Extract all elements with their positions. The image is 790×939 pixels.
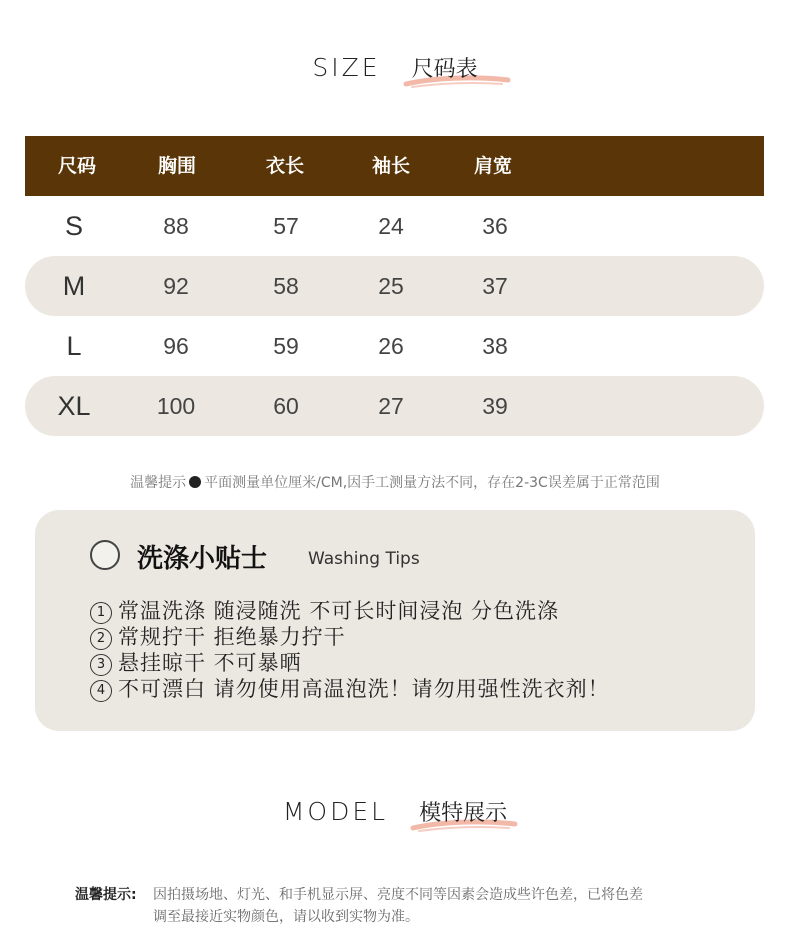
cell-chest: 92 (163, 273, 189, 299)
bottom-note-line2: 调至最接近实物颜色，请以收到实物为准。 (153, 909, 419, 925)
cell-chest: 100 (156, 393, 196, 419)
cell-length: 58 (273, 273, 299, 299)
cell-shoulder: 36 (482, 213, 508, 239)
header-size: 尺码 (57, 155, 96, 177)
header-chest: 胸围 (157, 155, 196, 177)
cell-sleeve: 26 (378, 333, 404, 359)
cell-chest: 96 (163, 333, 189, 359)
tip-text: 不可漂白 请勿使用高温泡洗！请勿用强性洗衣剂！ (118, 677, 610, 701)
model-title-en: MODEL (282, 797, 389, 826)
tip-text: 常温洗涤 随浸随洗 不可长时间浸泡 分色洗涤 (118, 599, 560, 623)
note-text: 平面测量单位厘米/CM,因手工测量方法不同，存在2-3C误差属于正常范围 (204, 475, 660, 491)
cell-shoulder: 38 (482, 333, 508, 359)
circled-number: 3 (90, 654, 112, 676)
header-length: 衣长 (265, 155, 304, 177)
cell-size: L (66, 331, 82, 361)
cell-sleeve: 25 (378, 273, 404, 299)
size-title-cn: 尺码表 (411, 57, 478, 82)
washing-title-cn: 洗涤小贴士 (137, 544, 268, 574)
table-row (25, 196, 764, 256)
model-title-cn: 模特展示 (419, 801, 508, 826)
tip-text: 悬挂晾干 不可暴晒 (118, 651, 302, 675)
list-item (90, 624, 610, 650)
cell-length: 59 (273, 333, 299, 359)
cell-length: 60 (273, 393, 299, 419)
measurement-note (0, 472, 790, 492)
circled-number: 2 (90, 628, 112, 650)
model-section-title (0, 796, 790, 827)
size-section-title (0, 52, 790, 83)
size-table-header (25, 136, 764, 196)
cell-shoulder: 37 (482, 273, 508, 299)
tip-text: 常规拧干 拒绝暴力拧干 (118, 625, 346, 649)
size-table (25, 136, 764, 436)
bullet-dot-icon (189, 476, 201, 488)
table-row (25, 256, 764, 316)
bottom-note-label: 温馨提示: (75, 887, 137, 903)
cell-shoulder: 39 (482, 393, 508, 419)
bottom-note-line1: 因拍摄场地、灯光、和手机显示屏、亮度不同等因素会造成些许色差，已将色差 (153, 887, 643, 903)
list-item (90, 650, 610, 676)
cell-size: M (62, 271, 86, 301)
cell-length: 57 (273, 213, 299, 239)
list-item (90, 598, 610, 624)
cell-size: S (64, 211, 83, 241)
cell-chest: 88 (163, 213, 189, 239)
washing-tips-card (35, 510, 755, 731)
washing-tips-list (90, 598, 610, 702)
header-sleeve: 袖长 (371, 155, 410, 177)
table-row (25, 376, 764, 436)
size-title-en: SIZE (312, 53, 381, 82)
cell-sleeve: 24 (378, 213, 404, 239)
circled-number: 1 (90, 602, 112, 624)
table-row (25, 316, 764, 376)
circled-number: 4 (90, 680, 112, 702)
circle-icon (90, 540, 120, 570)
note-prefix: 温馨提示 (130, 475, 187, 491)
list-item (90, 676, 610, 702)
cell-size: XL (57, 391, 91, 421)
header-shoulder: 肩宽 (473, 155, 512, 177)
washing-title-en: Washing Tips (308, 549, 420, 569)
cell-sleeve: 27 (378, 393, 404, 419)
